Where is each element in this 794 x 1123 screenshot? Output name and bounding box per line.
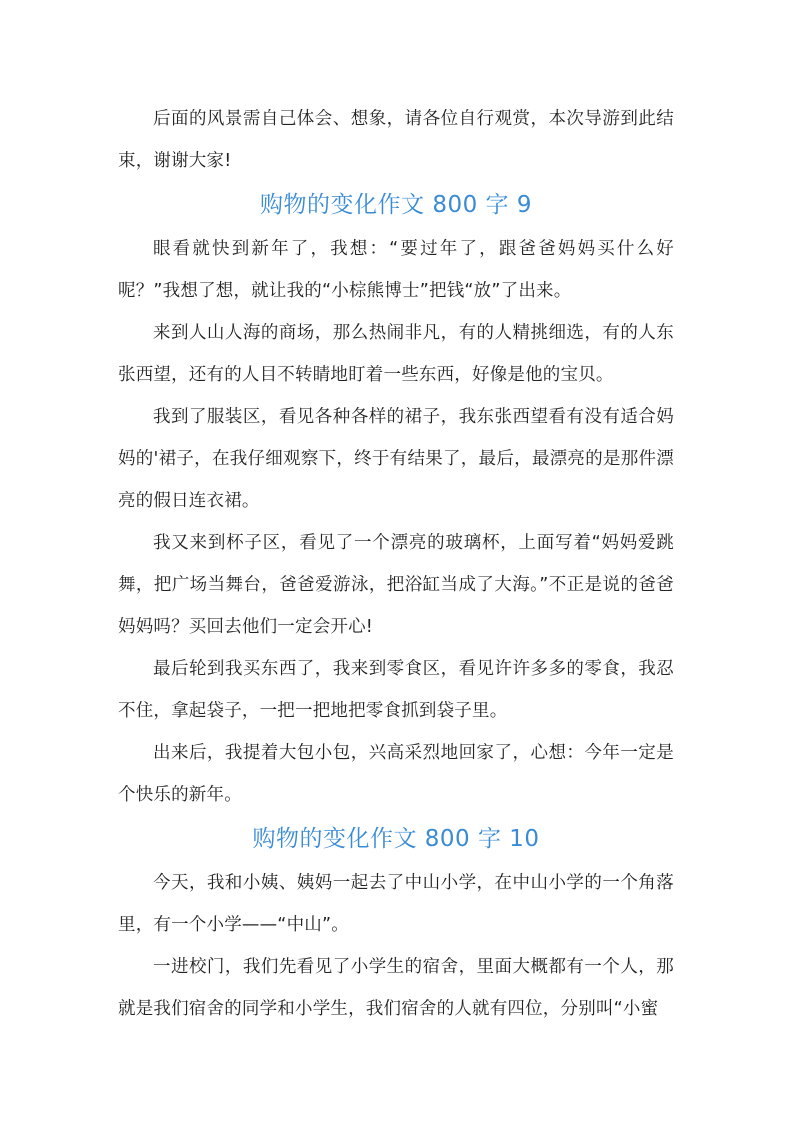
body-paragraph: 出来后，我提着大包小包，兴高采烈地回家了，心想：今年一定是个快乐的新年。 — [118, 743, 674, 805]
body-paragraph: 眼看就快到新年了，我想：“要过年了，跟爸爸妈妈买什么好呢？”我想了想，就让我的“小棕熊博士”把钱“放”了出来。 — [118, 239, 674, 301]
section-title: 购物的变化作文 800 字 10 — [252, 826, 540, 852]
body-paragraph: 来到人山人海的商场，那么热闹非凡，有的人精挑细选，有的人东张西望，还有的人目不转睛地盯着一些东西，好像是他的宝贝。 — [118, 323, 674, 385]
body-paragraph: 我到了服装区，看见各种各样的裙子，我东张西望看有没有适合妈妈的'裙子，在我仔细观察下，终于有结果了，最后，最漂亮的是那件漂亮的假日连衣裙。 — [118, 407, 674, 511]
body-paragraph: 今天，我和小姨、姨妈一起去了中山小学，在中山小学的一个角落里，有一个小学——“中山”。 — [118, 873, 674, 935]
body-paragraph: 我又来到杯子区，看见了一个漂亮的玻璃杯，上面写着“妈妈爱跳舞，把广场当舞台，爸爸爱游泳，把浴缸当成了大海。”不正是说的爸爸妈妈吗？买回去他们一定会开心! — [118, 533, 674, 637]
body-paragraph: 最后轮到我买东西了，我来到零食区，看见许许多多的零食，我忍不住，拿起袋子，一把一把地把零食抓到袋子里。 — [118, 659, 674, 721]
document-body — [118, 98, 674, 1030]
intro-paragraph: 后面的风景需自己体会、想象，请各位自行观赏，本次导游到此结束，谢谢大家! — [118, 109, 674, 171]
body-paragraph: 一进校门，我们先看见了小学生的宿舍，里面大概都有一个人，那就是我们宿舍的同学和小学生，我们宿舍的人就有四位，分别叫“小蜜 — [118, 957, 674, 1019]
section-title: 购物的变化作文 800 字 9 — [260, 192, 532, 218]
